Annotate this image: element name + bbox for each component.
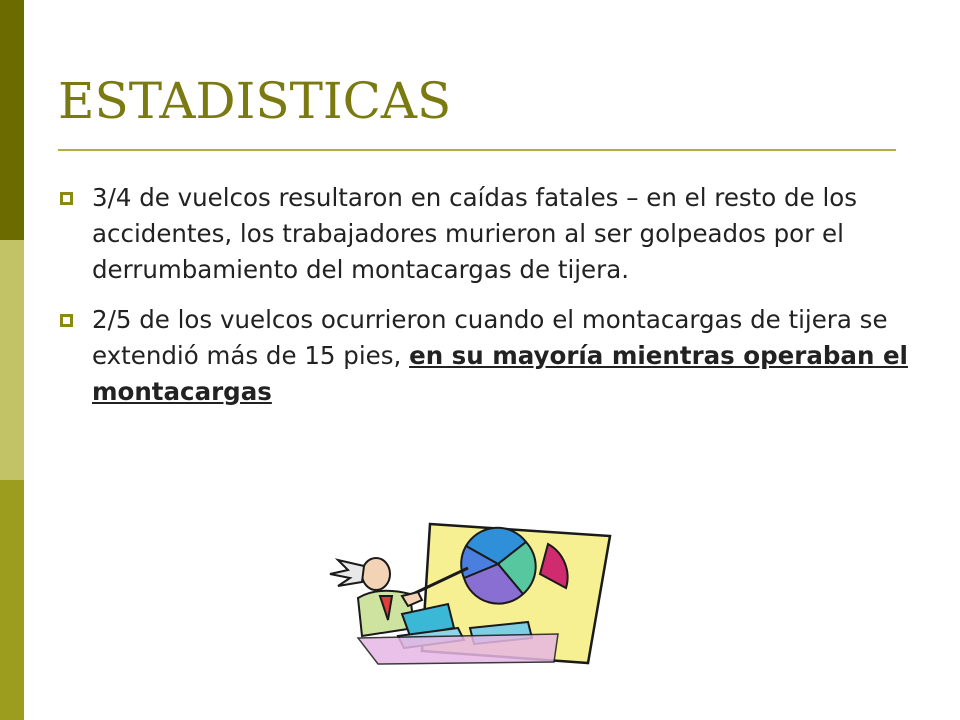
title-divider bbox=[58, 149, 896, 151]
bullet-item bbox=[60, 302, 910, 410]
bullet-text: 3/4 de vuelcos resultaron en caídas fatales – en el resto de los accidentes, los trabajadores murieron al ser golpeados por el derrumbamiento del montacargas de tijera. bbox=[92, 183, 858, 284]
slide-title: ESTADISTICAS bbox=[58, 72, 452, 130]
bullet-item bbox=[60, 180, 910, 288]
bullet-text bbox=[92, 305, 908, 406]
presenter-pie-chart-icon bbox=[318, 516, 618, 666]
sidebar-segment-top bbox=[0, 0, 24, 240]
bullet-list bbox=[60, 180, 910, 424]
sidebar-segment-bottom bbox=[0, 480, 24, 720]
sidebar-segment-middle bbox=[0, 240, 24, 480]
bullet-square-icon bbox=[60, 192, 73, 205]
bullet-square-icon bbox=[60, 314, 73, 327]
bullet-text-plain: 2/5 de los vuelcos ocurrieron cuando el montacargas de tijera se extendió más de 15 pies, bbox=[92, 305, 888, 370]
bullet-text-emphasis: en su mayoría mientras operaban el montacargas bbox=[92, 341, 908, 406]
